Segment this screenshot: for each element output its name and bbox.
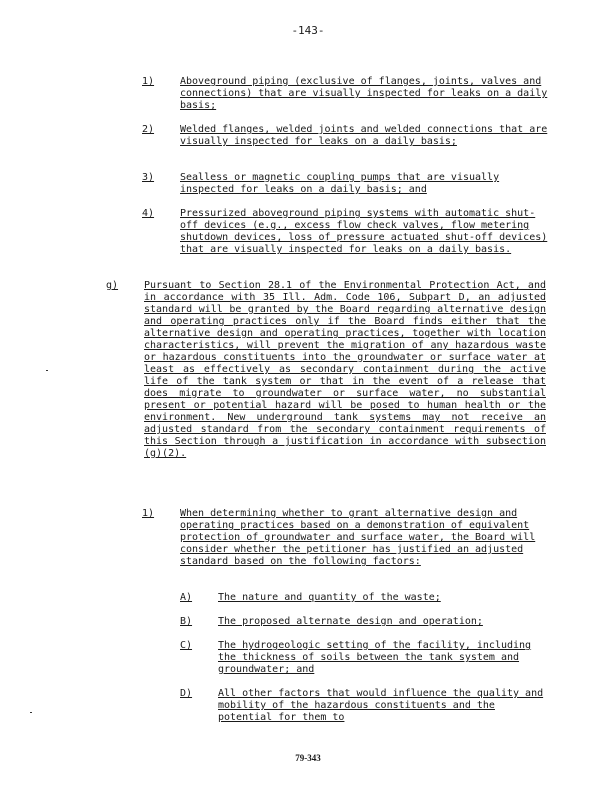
factor-c-text: The hydrogeologic setting of the facility, including the thickness of soils between the tank system and groundwater; and <box>218 640 532 675</box>
factor-c-number: C) <box>180 640 193 651</box>
subsection-g-text: Pursuant to Section 28.1 of the Environmental Protection Act, and in accordance with 35 Ill. Adm. Code 106, Subpart D, an adjusted standard will be granted by the Board regarding alternative design and operating practices only if the Board finds either that the alternative design and operating practices, together with location characteristics, will prevent the migration of any hazardous waste or hazardous constituents into the groundwater or surface water at least as effectively as secondary containment during the active life of the tank system or that in the event of a release that does migrate to groundwater or surface water, no substantial present or potential hazard will be posed to human health or the environment. New underground tank systems may not receive an adjusted standard from the secondary containment requirements of this Section through a justification in accordance with subsection (g)(2). <box>144 280 546 459</box>
item-3-text: Sealless or magnetic coupling pumps that are visually inspected for leaks on a daily basis; and <box>180 172 500 195</box>
footer-code: 79-343 <box>295 753 321 763</box>
factor-a-number: A) <box>180 592 193 603</box>
factor-b-number: B) <box>180 616 193 627</box>
item-2-text: Welded flanges, welded joints and welded connections that are visually inspected for leaks on a daily basis; <box>180 124 548 147</box>
page-number: -143- <box>291 24 325 37</box>
factor-d-text: All other factors that would influence the quality and mobility of the hazardous constituents and the potential for them to <box>218 688 544 723</box>
factor-d-number: D) <box>180 688 193 699</box>
subsection-g1-number: 1) <box>142 508 155 519</box>
item-3-number: 3) <box>142 172 155 183</box>
item-4-text: Pressurized aboveground piping systems with automatic shut-off devices (e.g., excess flow check valves, flow metering shutdown devices, loss of pressure actuated shut-off devices) that are visually inspected for leaks on a daily basis. <box>180 208 548 255</box>
item-1-number: 1) <box>142 76 155 87</box>
subsection-g1-text: When determining whether to grant alternative design and operating practices based on a demonstration of equivalent protection of groundwater and surface water, the Board will consider whether the petitioner has justified an adjusted standard based on the following factors: <box>180 508 536 567</box>
item-4-number: 4) <box>142 208 155 219</box>
item-1-text: Aboveground piping (exclusive of flanges, joints, valves and connections) that are visually inspected for leaks on a daily basis; <box>180 76 548 111</box>
margin-mark <box>30 712 32 713</box>
item-2-number: 2) <box>142 124 155 135</box>
margin-mark <box>46 370 48 371</box>
factor-b-text: The proposed alternate design and operation; <box>218 616 483 627</box>
factor-a-text: The nature and quantity of the waste; <box>218 592 441 603</box>
subsection-g-number: g) <box>106 280 119 291</box>
